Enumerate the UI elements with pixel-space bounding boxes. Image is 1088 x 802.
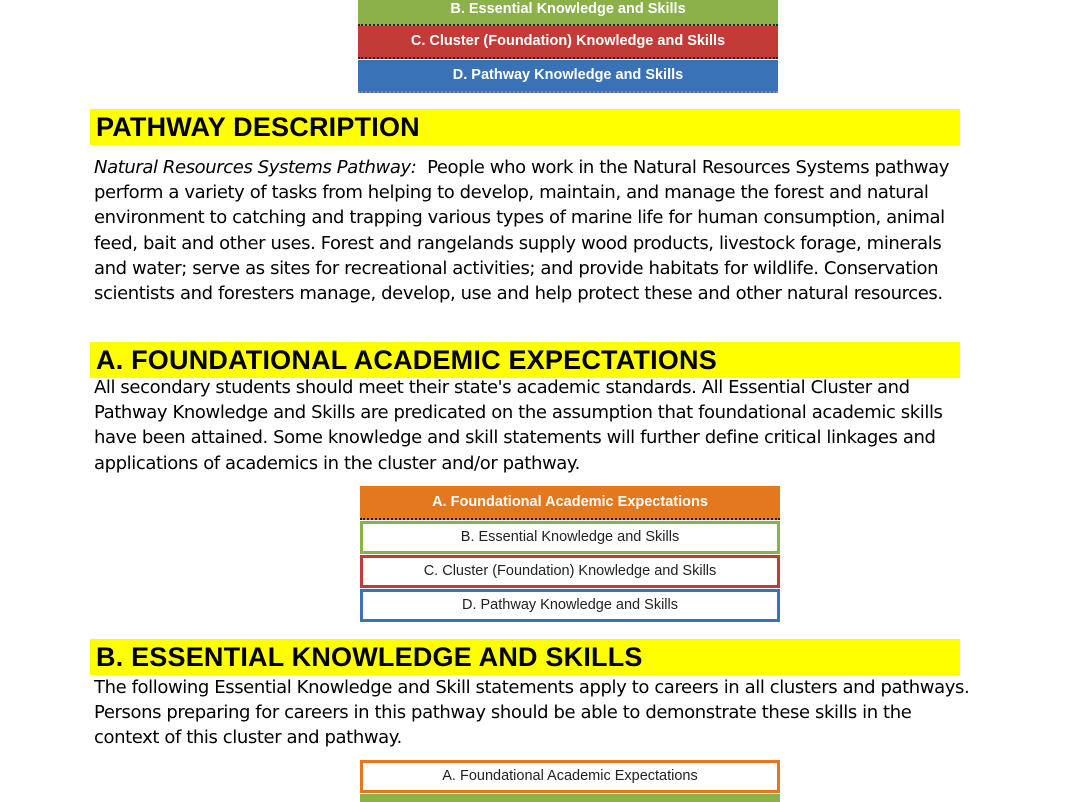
section-b-heading: B. ESSENTIAL KNOWLEDGE AND SKILLS — [90, 639, 960, 675]
pathway-description-heading: PATHWAY DESCRIPTION — [90, 109, 960, 145]
pathway-name-lead: Natural Resources Systems Pathway: — [94, 157, 417, 178]
pathway-description-body: People who work in the Natural Resources Systems pathway perform a variety of tasks from helping to develop, maintain, and manage the forest and natural environment to catching and trapping various types of marine life for human consumption, animal feed, bait and other uses. Forest and rangelands supply wood products, livestock forage, minerals and water; serve as sites for recreational activities; and provide habitats for wildlife. Conservation scientists and foresters manage, develop, use and help protect these and other natural resources. — [94, 157, 950, 305]
diagram-a-essential-box: B. Essential Knowledge and Skills — [360, 521, 780, 554]
section-a-heading: A. FOUNDATIONAL ACADEMIC EXPECTATIONS — [90, 342, 960, 378]
diagram-top-essential-box: B. Essential Knowledge and Skills — [358, 0, 778, 26]
diagram-b-foundational-box: A. Foundational Academic Expectations — [360, 760, 780, 793]
diagram-top-pathway-box: D. Pathway Knowledge and Skills — [358, 60, 778, 93]
pathway-description-text — [94, 155, 974, 306]
section-a-text: All secondary students should meet their state's academic standards. All Essential Cluster and Pathway Knowledge and Skills are predicated on the assumption that foundational academic skills have been attained. Some knowledge and skill statements will further define critical linkages and applications of academics in the cluster and/or pathway. — [94, 377, 943, 474]
diagram-a-foundational-box: A. Foundational Academic Expectations — [360, 486, 780, 520]
diagram-a-pathway-box: D. Pathway Knowledge and Skills — [360, 589, 780, 622]
diagram-top-cluster-box: C. Cluster (Foundation) Knowledge and Skills — [358, 26, 778, 59]
section-b-text: The following Essential Knowledge and Skill statements apply to careers in all clusters and pathways. Persons preparing for careers in this pathway should be able to demonstrate these skills in the context of this cluster and pathway. — [94, 677, 970, 749]
diagram-b-essential-box-edge — [360, 794, 780, 802]
diagram-a-cluster-box: C. Cluster (Foundation) Knowledge and Skills — [360, 555, 780, 588]
